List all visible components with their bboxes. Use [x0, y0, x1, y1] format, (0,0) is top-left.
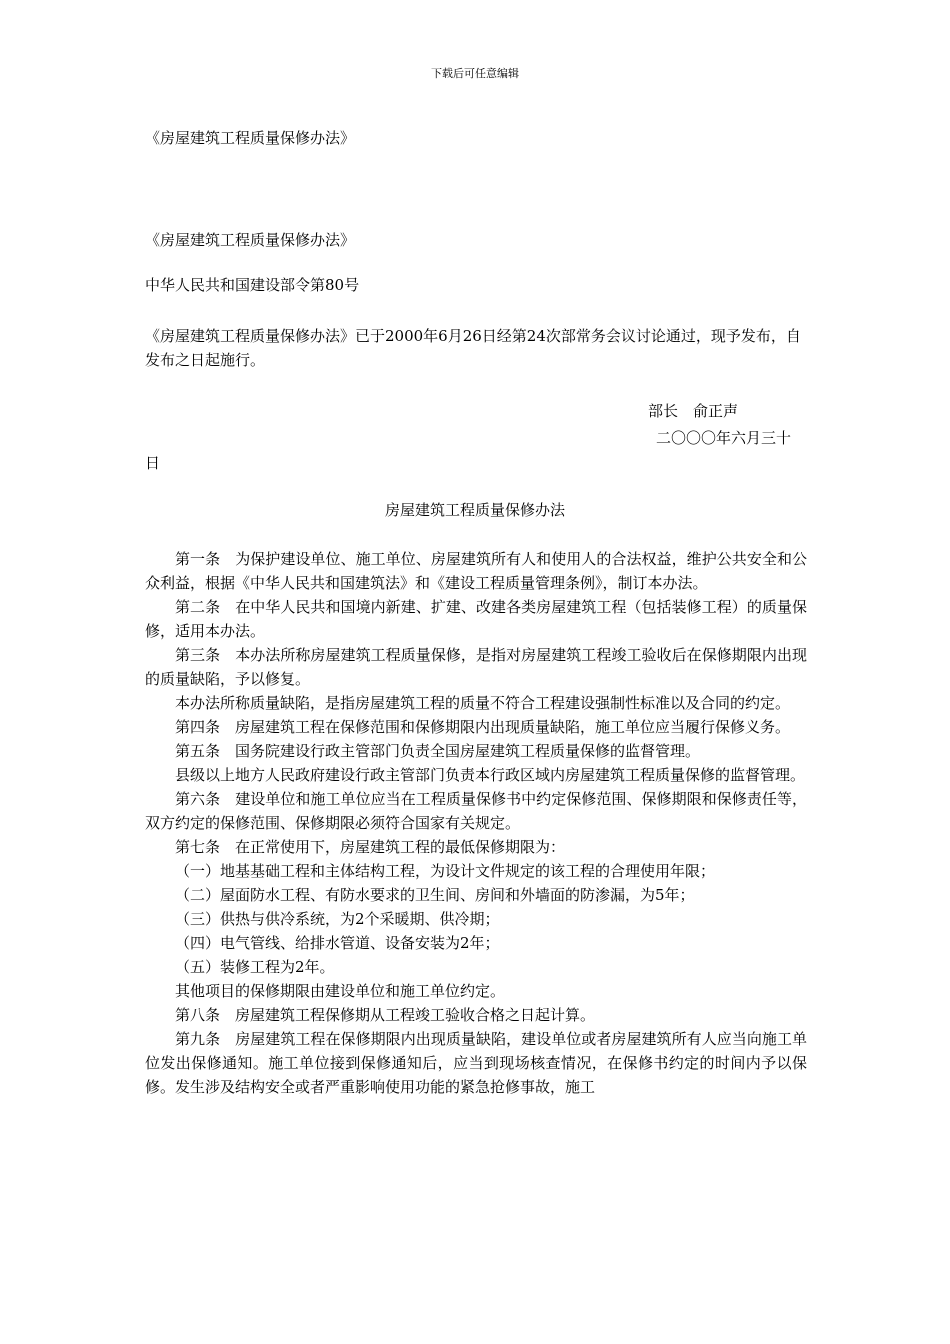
top-title: 《房屋建筑工程质量保修办法》 — [145, 129, 356, 147]
article-paragraph: 第五条 国务院建设行政主管部门负责全国房屋建筑工程质量保修的监督管理。 — [175, 742, 701, 760]
article-paragraph: 本办法所称质量缺陷，是指房屋建筑工程的质量不符合工程建设强制性标准以及合同的约定。 — [175, 694, 791, 712]
list-item: （四）电气管线、给排水管道、设备安装为2年； — [175, 934, 500, 952]
announcement-paragraph: 《房屋建筑工程质量保修办法》已于2000年6月26日经第24次部常务会议讨论通过，现予发布，自发布之日起施行。 — [145, 327, 801, 369]
list-item: （二）屋面防水工程、有防水要求的卫生间、房间和外墙面的防渗漏，为5年； — [175, 886, 695, 904]
article-paragraph: 第二条 在中华人民共和国境内新建、扩建、改建各类房屋建筑工程（包括装修工程）的质量保修，适用本办法。 — [145, 598, 807, 640]
document-body — [145, 547, 807, 1099]
article-paragraph: 第六条 建设单位和施工单位应当在工程质量保修书中约定保修范围、保修期限和保修责任等，双方约定的保修范围、保修期限必须符合国家有关规定。 — [145, 790, 807, 832]
article-paragraph: 第三条 本办法所称房屋建筑工程质量保修，是指对房屋建筑工程竣工验收后在保修期限内出现的质量缺陷，予以修复。 — [145, 646, 807, 688]
article-paragraph: 其他项目的保修期限由建设单位和施工单位约定。 — [175, 982, 506, 1000]
article-paragraph: 第七条 在正常使用下，房屋建筑工程的最低保修期限为： — [175, 838, 566, 856]
document-title: 房屋建筑工程质量保修办法 — [384, 501, 565, 519]
signature-date-continued: 日 — [145, 454, 161, 472]
list-item: （五）装修工程为2年。 — [175, 958, 335, 976]
signature-minister: 部长 俞正声 — [648, 402, 739, 420]
signature-date: 二〇〇〇年六月三十 — [656, 429, 792, 447]
repeat-title: 《房屋建筑工程质量保修办法》 — [145, 231, 356, 249]
list-item: （一）地基基础工程和主体结构工程，为设计文件规定的该工程的合理使用年限； — [175, 862, 716, 880]
list-item: （三）供热与供冷系统，为2个采暖期、供冷期； — [175, 910, 500, 928]
article-paragraph: 第九条 房屋建筑工程在保修期限内出现质量缺陷，建设单位或者房屋建筑所有人应当向施工单位发出保修通知。施工单位接到保修通知后，应当到现场核查情况，在保修书约定的时间内予以保修。发生涉及结构安全或者严重影响使用功能的紧急抢修事故，施工 — [145, 1030, 807, 1096]
article-paragraph: 第八条 房屋建筑工程保修期从工程竣工验收合格之日起计算。 — [175, 1006, 596, 1024]
article-paragraph: 县级以上地方人民政府建设行政主管部门负责本行政区域内房屋建筑工程质量保修的监督管理。 — [175, 766, 806, 784]
page-header: 下载后可任意编辑 — [431, 67, 519, 80]
order-number-line: 中华人民共和国建设部令第80号 — [145, 276, 360, 294]
article-paragraph: 第四条 房屋建筑工程在保修范围和保修期限内出现质量缺陷，施工单位应当履行保修义务。 — [175, 718, 791, 736]
article-paragraph: 第一条 为保护建设单位、施工单位、房屋建筑所有人和使用人的合法权益，维护公共安全和公众利益，根据《中华人民共和国建筑法》和《建设工程质量管理条例》，制订本办法。 — [145, 550, 807, 592]
